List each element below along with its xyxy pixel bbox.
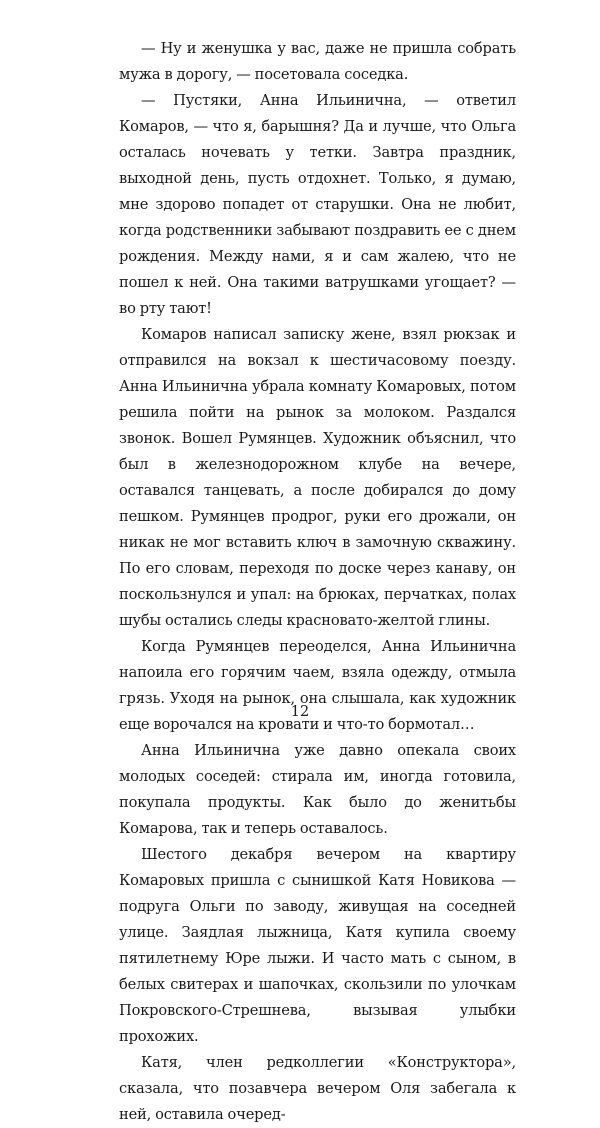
paragraph-2: — Пустяки, Анна Ильинична, — ответил Комаров, — что я, барышня? Да и лучше, что Ольга осталась ночевать у тетки. Завтра праздник, выходной день, пусть отдохнет. Только, я думаю, мне здорово попадет от старушки. Она не любит, когда родственники забывают поздравить ее с днем рождения. Между нами, я и сам жалею, что не пошел к ней. Она такими ватрушками угощает? — во рту тают! [119,92,516,317]
page-number: 12 [290,704,310,720]
paragraph-3: Комаров написал записку жене, взял рюкзак и отправился на вокзал к шестичасовому поезду. Анна Ильинична убрала комнату Комаровых, потом решила пойти на рынок за молоком. Раздался звонок. Вошел Румянцев. Художник объяснил, что был в железнодорожном клубе на вечере, оставался танцевать, а после добирался до дому пешком. Румянцев продрог, руки его дрожали, он никак не мог вставить ключ в замочную скважину. По его словам, переходя по доске через канаву, он поскользнулся и упал: на брюках, перчатках, полах шубы остались следы красновато-желтой глины. [119,326,516,629]
paragraph-7: Катя, член редколлегии «Конструктора», сказала, что позавчера вечером Оля забегала к ней, оставила очеред- [119,1054,516,1123]
paragraph-1: — Ну и женушка у вас, даже не пришла собрать мужа в дорогу, — посетовала соседка. [119,40,516,83]
paragraph-5: Анна Ильинична уже давно опекала своих молодых соседей: стирала им, иногда готовила, покупала продукты. Как было до женитьбы Комарова, так и теперь оставалось. [119,742,516,837]
paragraph-6: Шестого декабря вечером на квартиру Комаровых пришла с сынишкой Катя Новикова — подруга Ольги по заводу, живущая на соседней улице. Заядлая лыжница, Катя купила своему пятилетнему Юре лыжи. И часто мать с сыном, в белых свитерах и шапочках, скользили по улочкам Покровского-Стрешнева, вызывая улыбки прохожих. [119,846,516,1045]
body-text [119,36,516,1128]
paragraph-4: Когда Румянцев переоделся, Анна Ильинична напоила его горячим чаем, взяла одежду, отмыла грязь. Уходя на рынок, она слышала, как художник еще ворочался на кровати и что-то бормотал… [119,638,516,733]
